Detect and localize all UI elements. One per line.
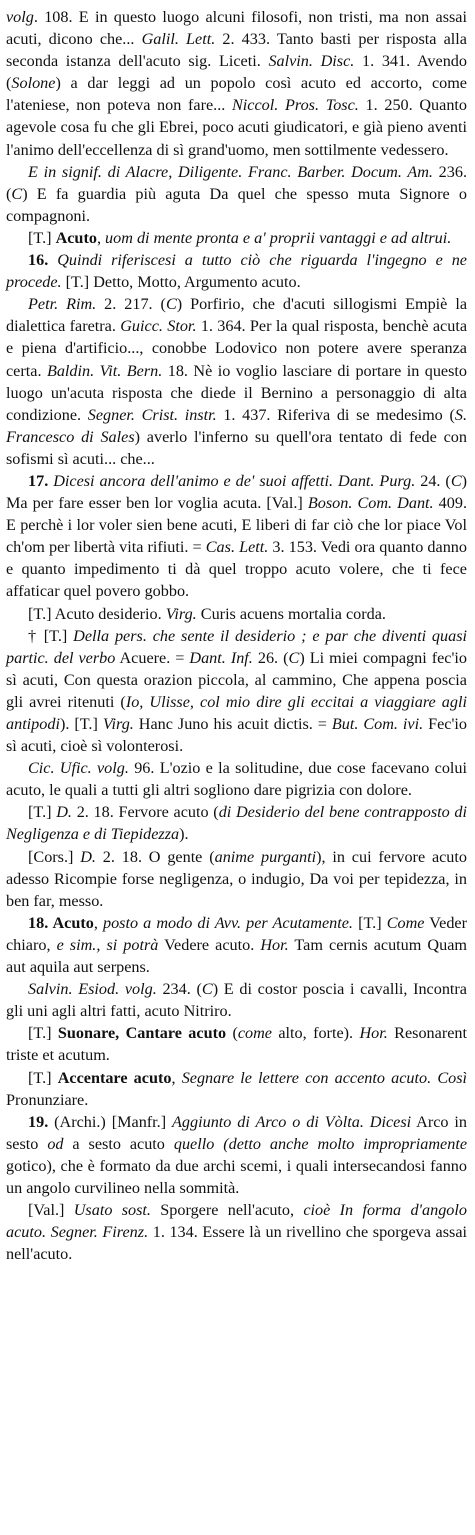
italic-text: cioè In forma d'angolo acuto. Segner. Firenz. (6, 1201, 467, 1242)
text-run: [T.] (28, 228, 56, 247)
text-run: 96. L'ozio e la solitudine, due cose facevano colui acuto, le quali a tutti gli altri sogliono dare pigrizia con dolore. (6, 759, 467, 800)
bold-text: 16. (28, 251, 49, 270)
text-run: 2. 433. Tanto basti per risposta alla seconda istanza dell'acuto sig. Liceti. (6, 30, 467, 71)
italic-text: C (201, 980, 213, 999)
text-run: gotico), che è formato da due archi scemi, i quali intersecandosi fanno un angolo curvilineo nella sommità. (6, 1156, 467, 1197)
text-run: [T.] (352, 913, 387, 932)
bold-text: Acuto (55, 228, 97, 247)
italic-text: Galil. Lett. (141, 30, 216, 49)
text-run: [T.] (28, 1024, 58, 1043)
text-run: ) averlo l'inferno su quell'ora tentato di fede con sofismi sì acuti... che... (6, 427, 467, 468)
italic-text: Cic. Ufic. volg. (28, 759, 129, 778)
italic-text: Niccol. Pros. Tosc. (232, 96, 359, 115)
italic-text: Virg. (165, 604, 197, 623)
entry-paragraph (6, 912, 467, 978)
italic-text: Petr. Rim. (28, 295, 97, 314)
entry-paragraph (6, 978, 467, 1022)
italic-text: C (288, 648, 300, 667)
text-run: 1. 250. Quanto agevole cosa fu che gli Ebrei, poco acuti giudicatori, e già pieno aventi l'animo dell'eccellenza di sì grand'uomo, men sottilmente vedessero. (6, 96, 468, 159)
italic-text: Aggiunto di Arco o di Vòlta. Dicesi (172, 1112, 412, 1131)
italic-text: S. Francesco di Sales (6, 405, 467, 446)
text-run: 236. ( (6, 162, 468, 203)
entry-paragraph (6, 1199, 467, 1265)
text-run: a sesto acuto (63, 1134, 174, 1153)
text-run: [T.] Detto, Motto, Argumento acuto. (61, 273, 301, 292)
text-run: [T.] (28, 1068, 58, 1087)
text-run: (Archi.) [Manfr.] (48, 1112, 173, 1131)
entry-paragraph (6, 801, 467, 845)
text-run: † [T.] (28, 626, 74, 645)
text-run: , (96, 228, 106, 247)
text-run: [T.] Acuto desiderio. (28, 604, 166, 623)
italic-text: C (11, 184, 23, 203)
entry-paragraph (6, 470, 467, 603)
italic-text: Dicesi ancora dell'animo e de' suoi affetti. Dant. Purg. (53, 471, 416, 490)
entry-paragraph (6, 6, 467, 161)
entry-paragraph (6, 1111, 467, 1199)
italic-text: Hor. (260, 935, 289, 954)
text-run: 24. ( (415, 471, 451, 490)
text-run: 1. 341. Avendo ( (6, 52, 467, 93)
italic-text: C (450, 471, 462, 490)
entry-paragraph (6, 161, 467, 227)
italic-text: Solone (11, 74, 56, 93)
bold-text: Accentare acuto (57, 1068, 172, 1087)
italic-text: anime purganti (214, 847, 317, 866)
text-run: Vedere acuto. (158, 935, 261, 954)
text-run: Sporgere nell'acuto, (150, 1201, 304, 1220)
text-run: 1. 134. Essere là un rivellino che sporgeva assai nell'acuto. (6, 1223, 467, 1264)
italic-text: Io, Ulisse, col mio dire gli eccitai a viaggiare agli antipodi (6, 692, 467, 733)
text-run: 2. 217. ( (96, 295, 166, 314)
italic-text: Dant. Inf. (189, 648, 253, 667)
italic-text: Usato sost. (73, 1201, 151, 1220)
italic-text: Segner. Crist. instr. (87, 405, 217, 424)
italic-text: Hor. (359, 1024, 388, 1043)
italic-text: D. (80, 847, 96, 866)
italic-text: Boson. Com. Dant. (307, 494, 434, 513)
text-run: Curis acuens mortalia corda. (196, 604, 386, 623)
bold-text: 19. (28, 1112, 49, 1131)
italic-text: Quindi riferiscesi a tutto ciò che riguarda l'ingegno e ne procede. (6, 251, 467, 292)
text-run: 18. Nè io voglio lasciare di portare in questo luogo un'acuta risposta che diede il Bernino a personaggio di alta condizione. (6, 361, 468, 424)
text-run: Resonarent triste et acutum. (6, 1024, 467, 1065)
bold-text: 18. Acuto (28, 913, 94, 932)
text-run: 1. 364. Per la qual risposta, benchè acuta e piena d'artificio..., conobbe Lodovico non potere avere speranza certa. (6, 317, 468, 380)
bold-text: 17. (28, 471, 49, 490)
text-run: 3. 153. Vedi ora quanto danno e quanto impedimento ti dà quel troppo acuto volere, che ti fece affaticar quel povero gobbo. (6, 538, 467, 601)
italic-text: di Desiderio del bene contrapposto di Negligenza e di Tiepidezza (6, 803, 468, 844)
text-run: ) E fa guardia più aguta Da quel che spesso muta Signore o compagnoni. (6, 184, 467, 225)
text-run: ) Porfirio, che d'acuti sillogismi Empiè la dialettica faretra. (6, 295, 468, 336)
italic-text: e sim., si potrà (56, 935, 159, 954)
italic-text: quello (detto anche molto impropriamente (173, 1134, 468, 1153)
text-run: 26. ( (252, 648, 289, 667)
text-run: . 108. E in questo luogo alcuni filosofi, non tristi, ma non assai acuti, dicono che... (6, 8, 467, 49)
italic-text: Come (386, 913, 425, 932)
text-run: Tam cernis acutum Quam aut aquila aut serpens. (6, 935, 467, 977)
text-run: 409. E perchè i lor voler sien bene acuti, E liberi di far ciò che lor piace Vol ch'om per libertà vita rifiuti. = (6, 494, 468, 557)
text-run: ). (179, 825, 189, 844)
italic-text: volg (6, 8, 34, 26)
text-run: Arco in sesto (6, 1112, 468, 1153)
text-run: alto, forte). (272, 1024, 360, 1043)
entry-paragraph (6, 1067, 467, 1111)
italic-text: Virg. (102, 715, 134, 733)
text-run: ). [T.] (59, 715, 103, 733)
italic-text: C (165, 295, 177, 314)
text-run: ) E di costor poscia i cavalli, Incontra gli uni agli altri fatti, acuto Nitriro. (6, 980, 467, 1021)
text-run: 2. 18. O gente ( (95, 847, 215, 866)
text-run: ) a dar leggi ad un popolo così acuto ed accorto, come l'ateniese, non poteva non fare... (6, 74, 467, 115)
entry-paragraph (6, 757, 467, 801)
text-run: ( (226, 1024, 238, 1043)
text-run: 1. 437. Riferiva di se medesimo ( (216, 405, 455, 424)
italic-text: Baldin. Vit. Bern. (46, 361, 163, 380)
italic-text: Segnare le lettere con accento acuto. Così (181, 1068, 468, 1087)
text-run: [T.] (28, 803, 57, 822)
text-run: [Cors.] (28, 847, 81, 866)
italic-text: come (237, 1024, 272, 1043)
text-run: Acuere. = (115, 648, 190, 667)
italic-text: Salvin. Disc. (268, 52, 355, 71)
text-run: [Val.] (28, 1201, 74, 1220)
text-run: 234. ( (156, 980, 202, 999)
text-run: Veder chiaro, (6, 913, 468, 954)
text-run: , (93, 913, 103, 932)
italic-text: D. (56, 803, 72, 822)
bold-text: Suonare, Cantare acuto (57, 1024, 227, 1043)
entry-paragraph (6, 293, 467, 470)
text-run: 2. 18. Fervore acuto ( (71, 803, 219, 822)
text-run: Hanc Juno his acuit dictis. = (133, 715, 332, 733)
entry-paragraph (6, 1022, 467, 1066)
italic-text: Salvin. Esiod. volg. (28, 980, 157, 999)
italic-text: E in signif. di Alacre, Diligente. Franc. Barber. Docum. Am. (28, 162, 433, 181)
italic-text: od (47, 1134, 64, 1153)
entry-paragraph (6, 625, 467, 758)
italic-text: Della pers. che sente il desiderio ; e par che diventi quasi partic. del verbo (6, 626, 467, 667)
text-run: Fec'io sì acuti, cioè sì volonterosi. (6, 715, 467, 756)
text-run: Pronunziare. (6, 1090, 89, 1109)
entry-paragraph (6, 846, 467, 912)
entry-paragraph (6, 249, 467, 293)
italic-text: But. Com. ivi. (331, 715, 424, 733)
italic-text: Guicc. Stor. (120, 317, 197, 336)
entry-paragraph (6, 603, 467, 625)
text-run (48, 251, 57, 269)
text-run: ) Ma per fare esser ben lor voglia acuta. [Val.] (6, 471, 468, 513)
text-run: , (171, 1068, 182, 1087)
italic-text: posto a modo di Avv. per Acutamente. (102, 913, 353, 932)
italic-text: uom di mente pronta e a' proprii vantaggi e ad altrui. (105, 228, 452, 247)
entry-paragraph (6, 227, 467, 249)
text-run: ), in cui fervore acuto adesso Ricompie forse negligenza, o indugio, Da voi per tepidezza, in ben far, messo. (6, 847, 467, 910)
italic-text: Cas. Lett. (205, 538, 269, 557)
text-run: ) Li miei compagni fec'io sì acuti, Con questa orazion piccola, al cammino, Che appena poscia gli avrei ritenuti ( (6, 648, 467, 711)
